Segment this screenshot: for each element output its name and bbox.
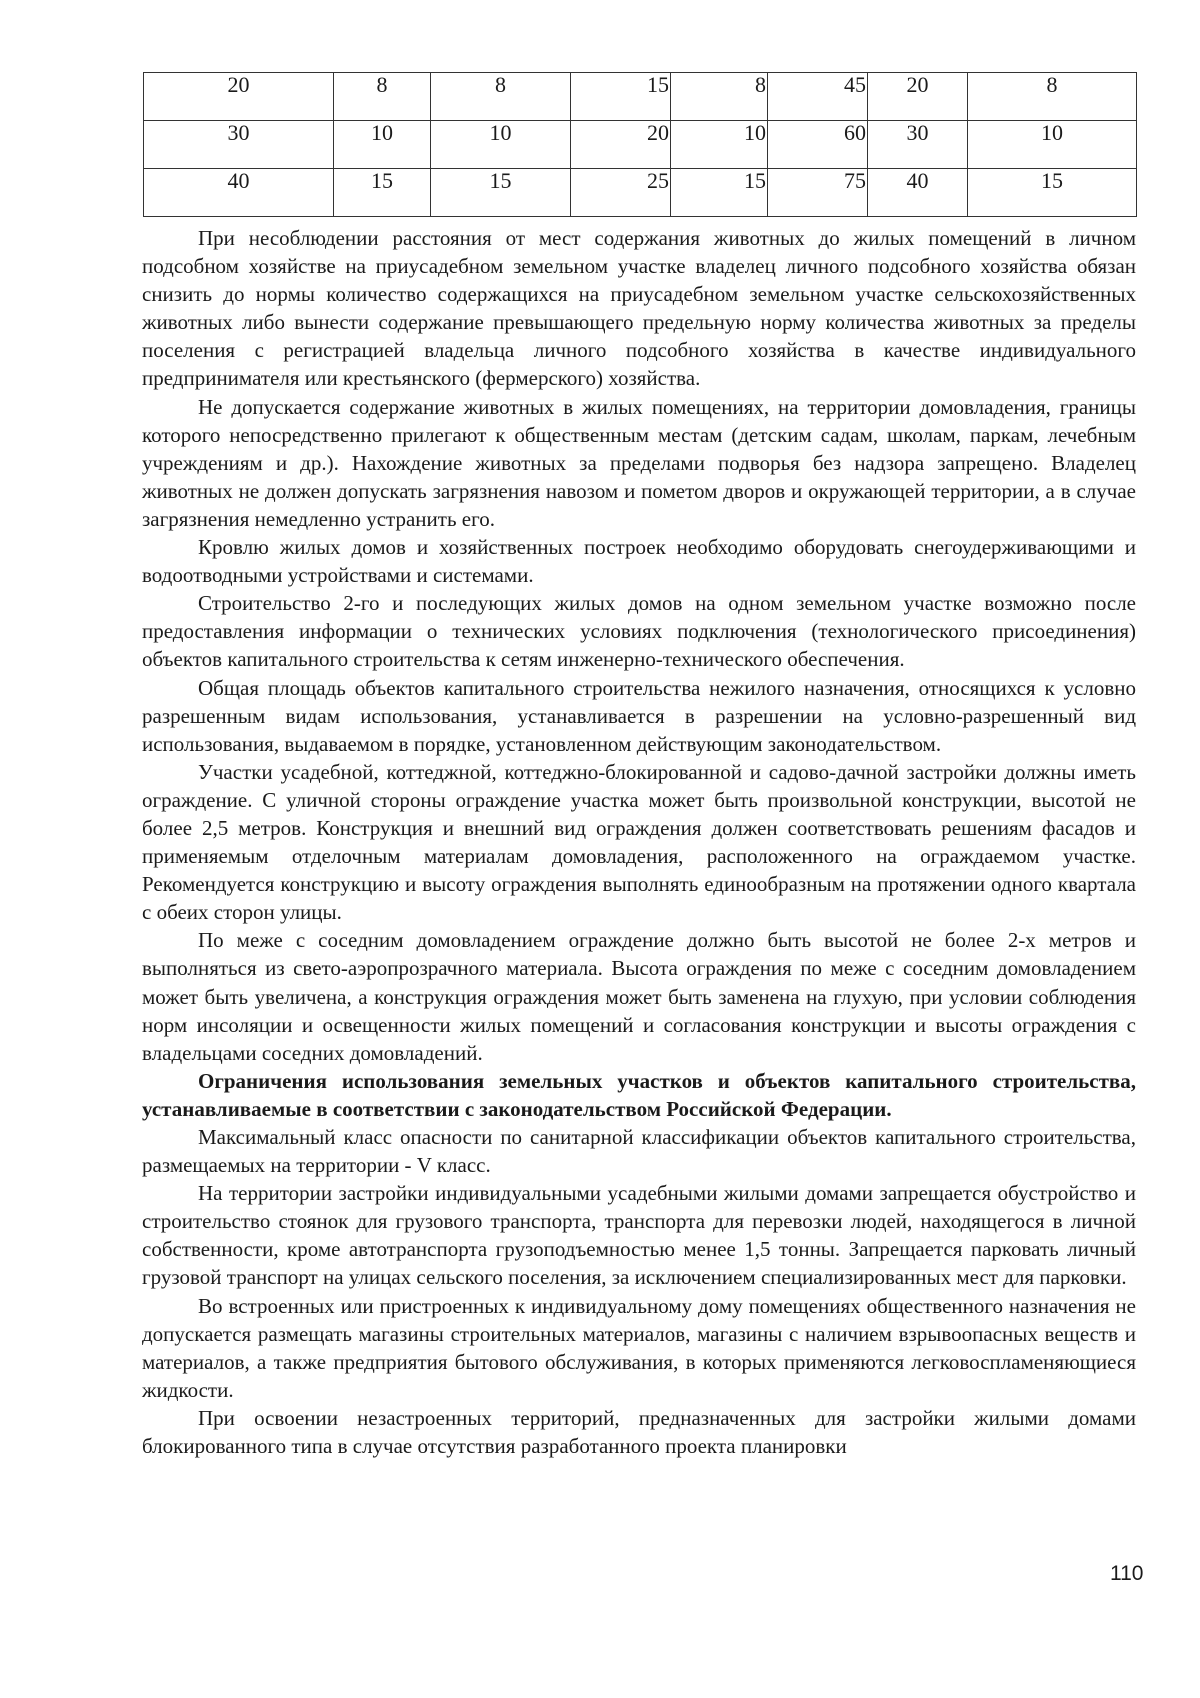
paragraph: Во встроенных или пристроенных к индивидуальному дому помещениях общественного назначения не допускается размещать магазины строительных материалов, магазины с наличием взрывоопасных веществ и материалов, а также предприятия бытового обслуживания, в которых применяются легковоспламеняющиеся жидкости. bbox=[142, 1293, 1136, 1402]
distance-table bbox=[143, 72, 1137, 217]
table-cell: 20 bbox=[144, 73, 334, 121]
table-cell: 20 bbox=[571, 121, 671, 169]
table-cell: 8 bbox=[671, 73, 768, 121]
paragraph: На территории застройки индивидуальными усадебными жилыми домами запрещается обустройство и строительство стоянок для грузового транспорта, транспорта для перевозки людей, находящегося в личной собственности, кроме автотранспорта грузоподъемностью менее 1,5 тонны. Запрещается парковать личный грузовой транспорт на улицах сельского поселения, за исключением специализированных мест для парковки. bbox=[142, 1181, 1136, 1290]
paragraph: Максимальный класс опасности по санитарной классификации объектов капитального строительства, размещаемых на территории - V класс. bbox=[142, 1125, 1136, 1178]
table-cell: 40 bbox=[868, 169, 968, 217]
paragraph: Участки усадебной, коттеджной, коттеджно-блокированной и садово-дачной застройки должны иметь ограждение. С уличной стороны ограждение участка может быть произвольной конструкции, высотой не более 2,5 метров. Конструкция и внешний вид ограждения должен соответствовать решениям фасадов и применяемым отделочным материалам домовладения, расположенного на ограждаемом участке. Рекомендуется конструкцию и высоту ограждения выполнять единообразным на протяжении одного квартала с обеих сторон улицы. bbox=[142, 759, 1136, 925]
table-cell: 15 bbox=[334, 169, 431, 217]
table-cell: 40 bbox=[144, 169, 334, 217]
paragraph: При освоении незастроенных территорий, предназначенных для застройки жилыми домами блокированного типа в случае отсутствия разработанного проекта планировки bbox=[142, 1405, 1136, 1459]
table-cell: 30 bbox=[868, 121, 968, 169]
paragraph: Не допускается содержание животных в жилых помещениях, на территории домовладения, границы которого непосредственно прилегают к общественным местам (детским садам, школам, паркам, лечебным учреждениям и др.). Нахождение животных за пределами подворья без надзора запрещено. Владелец животных не должен допускать загрязнения навозом и пометом дворов и окружающей территории, а в случае загрязнения немедленно устранить его. bbox=[142, 394, 1136, 531]
paragraph: Кровлю жилых домов и хозяйственных построек необходимо оборудовать снегоудерживающими и водоотводными устройствами и системами. bbox=[142, 535, 1136, 588]
table-cell: 30 bbox=[144, 121, 334, 169]
table-cell: 10 bbox=[334, 121, 431, 169]
body-text bbox=[142, 224, 1136, 1460]
paragraph: При несоблюдении расстояния от мест содержания животных до жилых помещений в личном подсобном хозяйстве на приусадебном земельном участке владелец личного подсобного хозяйства обязан снизить до нормы количество содержащихся на приусадебном земельном участке сельскохозяйственных животных либо вынести содержание превышающего предельную норму количества животных за пределы поселения с регистрацией владельца личного подсобного хозяйства в качестве индивидуального предпринимателя или крестьянского (фермерского) хозяйства. bbox=[142, 226, 1136, 391]
table-cell: 60 bbox=[768, 121, 868, 169]
table-cell: 45 bbox=[768, 73, 868, 121]
table-cell: 20 bbox=[868, 73, 968, 121]
table-cell: 10 bbox=[671, 121, 768, 169]
table-row bbox=[144, 73, 1137, 121]
table-cell: 25 bbox=[571, 169, 671, 217]
table-cell: 8 bbox=[334, 73, 431, 121]
table-row bbox=[144, 169, 1137, 217]
table-cell: 15 bbox=[671, 169, 768, 217]
table-row bbox=[144, 121, 1137, 169]
section-heading: Ограничения использования земельных участков и объектов капитального строительства, устанавливаемые в соответствии с законодательством Российской Федерации. bbox=[142, 1068, 1136, 1121]
paragraph: По меже с соседним домовладением ограждение должно быть высотой не более 2-х метров и выполняться из свето-аэропрозрачного материала. Высота ограждения по меже с соседним домовладением может быть увеличена, а конструкция ограждения может быть заменена на глухую, при условии соблюдения норм инсоляции и освещенности жилых помещений и согласования конструкции и высоты ограждения с владельцами соседних домовладений. bbox=[142, 928, 1136, 1065]
table-cell: 15 bbox=[571, 73, 671, 121]
table-cell: 8 bbox=[431, 73, 571, 121]
page-number: 110 bbox=[1110, 1562, 1144, 1585]
paragraph: Общая площадь объектов капитального строительства нежилого назначения, относящихся к условно разрешенным видам использования, устанавливается в разрешении на условно-разрешенный вид использования, выдаваемом в порядке, установленном действующим законодательством. bbox=[142, 675, 1136, 756]
table-cell: 15 bbox=[968, 169, 1137, 217]
table-cell: 75 bbox=[768, 169, 868, 217]
table-cell: 8 bbox=[968, 73, 1137, 121]
table-cell: 10 bbox=[431, 121, 571, 169]
paragraph: Строительство 2-го и последующих жилых домов на одном земельном участке возможно после предоставления информации о технических условиях подключения (технологического присоединения) объектов капитального строительства к сетям инженерно-технического обеспечения. bbox=[142, 591, 1136, 672]
table-cell: 10 bbox=[968, 121, 1137, 169]
table-cell: 15 bbox=[431, 169, 571, 217]
